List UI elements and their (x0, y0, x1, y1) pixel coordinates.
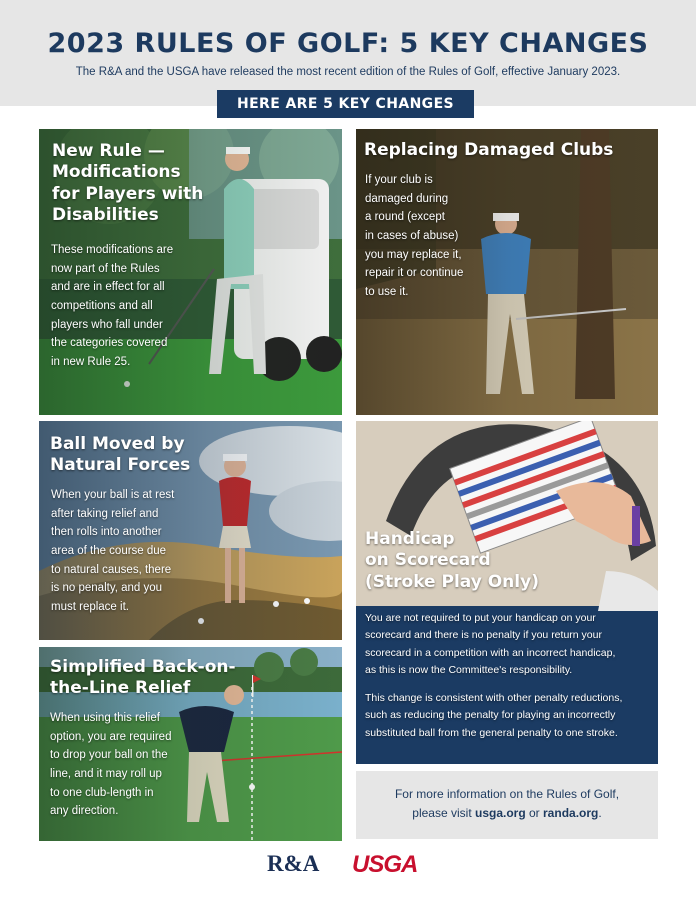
panel-body: If your club is damaged during a round (except in cases of abuse) you may replace it, repair it or continue to use it. (365, 174, 464, 298)
more-info-box (356, 771, 658, 839)
panel-back-on-line (39, 647, 342, 841)
usga-logo: USGA (352, 851, 418, 878)
panel-natural-forces (39, 421, 342, 640)
page-subtitle: The R&A and the USGA have released the most recent edition of the Rules of Golf, effective January 2023. (75, 66, 621, 78)
key-changes-banner: HERE ARE 5 KEY CHANGES (217, 90, 474, 118)
more-info-line-1: For more information on the Rules of Golf, (394, 787, 620, 801)
panel-body: You are not required to put your handicap on your scorecard and there is no penalty if you return your scorecard in a competition with an incorrect handicap, as this is now the Committee's responsibility. (365, 612, 616, 676)
panel-title: Replacing Damaged Clubs (364, 140, 614, 160)
panel-body: These modifications are now part of the Rules and are in effect for all competitions and all players who fall under the categories covered in new Rule 25. (51, 244, 174, 368)
panel-title: Ball Moved by Natural Forces (50, 434, 191, 476)
randa-logo: R&A (267, 851, 320, 876)
panel-handicap (356, 421, 658, 764)
panel-title: Handicap on Scorecard (Stroke Play Only) (365, 529, 539, 592)
panel-disabilities (39, 129, 342, 415)
panel-title: New Rule — Modifications for Players with Disabilities (52, 141, 204, 225)
panel-body: When your ball is at rest after taking relief and then rolls into another area of the course due to natural causes, there is no penalty, and you must replace it. (51, 489, 175, 613)
more-info-line-2: please visit usga.org or randa.org. (412, 806, 602, 820)
panel-body-2: This change is consistent with other penalty reductions, such as reducing the penalty for playing an incorrectly substituted ball from the general penalty to one stroke. (365, 692, 623, 739)
panel-body: When using this relief option, you are required to drop your ball on the line, and it may roll up to one club-length in any direction. (50, 712, 172, 818)
page-title: 2023 RULES OF GOLF: 5 KEY CHANGES (47, 28, 649, 59)
panel-title: Simplified Back-on- the-Line Relief (50, 657, 236, 699)
randa-link[interactable]: randa.org (543, 806, 599, 820)
panel-damaged-clubs (356, 129, 658, 415)
usga-link[interactable]: usga.org (475, 806, 526, 820)
